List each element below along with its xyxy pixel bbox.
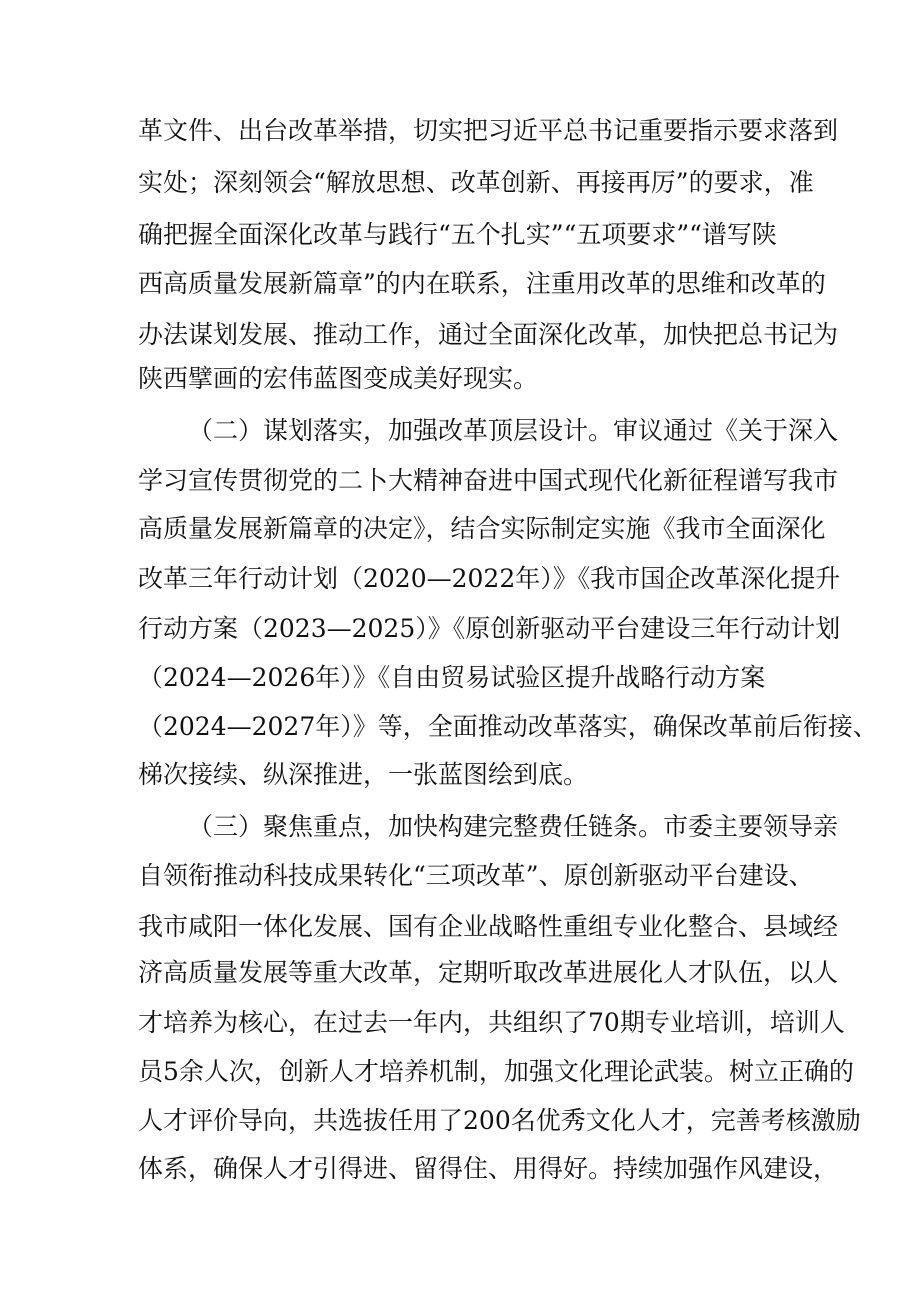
text-line: 体系，确保人才引得进、留得住、用得好。持续加强作风建设， bbox=[138, 1154, 839, 1183]
text-line: 梯次接续、纵深推进，一张蓝图绘到底。 bbox=[138, 760, 589, 789]
text-line: 西高质量发展新篇章”的内在联系，注重用改革的思维和改革的 bbox=[138, 269, 826, 298]
text-line: 实处；深刻领会“解放思想、改革创新、再接再厉”的要求，准 bbox=[138, 168, 814, 197]
paragraph-3-first-line: （三）聚焦重点，加快构建完整费任链条。市委主要领导亲 bbox=[188, 812, 839, 841]
paragraph-2-first-line: （二）谋划落实，加强改革顶层设计。审议通过《关于深入 bbox=[188, 416, 839, 445]
text-line: 办法谋划发展、推动工作，通过全面深化改革，加快把总书记为 bbox=[138, 320, 839, 349]
text-line: （2024—2026年）》《自由贸易试验区提升战略行动方案 bbox=[138, 663, 766, 692]
text-line: 行动方案（2023—2025）》《原创新驱动平台建设三年行动计划 bbox=[138, 614, 841, 643]
text-line: 陕西擘画的宏伟蓝图变成美好现实。 bbox=[138, 364, 539, 393]
text-line: 自领衔推动科技成果转化“三项改革”、原创新驱动平台建设、 bbox=[138, 861, 814, 890]
text-line: 革文件、出台改革举措，切实把习近平总书记重要指示要求落到 bbox=[138, 116, 839, 145]
text-line: 改革三年行动计划（2020—2022年）》《我市国企改革深化提升 bbox=[138, 564, 841, 593]
text-line: 济高质量发展等重大改革，定期听取改革进展化人才队伍，以人 bbox=[138, 958, 839, 987]
text-line: 高质量发展新篇章的决定》，结合实际制定实施《我市全面深化 bbox=[138, 514, 826, 543]
text-line: 确把握全面深化改革与践行“五个扎实”“五项要求”“谱写陕 bbox=[138, 220, 777, 249]
text-line: 人才评价导向，共选拔任用了200名优秀文化人才，完善考核激励 bbox=[138, 1106, 861, 1135]
text-line: 我市咸阳一体化发展、国有企业战略性重组专业化整合、县域经 bbox=[138, 912, 839, 941]
text-line: 员5余人次，创新人才培养机制，加强文化理论武装。树立正确的 bbox=[138, 1057, 854, 1086]
text-line: 学习宣传贯彻党的二卜大精神奋进中国式现代化新征程谱写我市 bbox=[138, 466, 839, 495]
text-line: （2024—2027年）》等，全面推动改革落实，确保改革前后衔接、 bbox=[138, 712, 878, 741]
text-line: 才培养为核心，在过去一年内，共组织了70期专业培训，培训人 bbox=[138, 1008, 845, 1037]
